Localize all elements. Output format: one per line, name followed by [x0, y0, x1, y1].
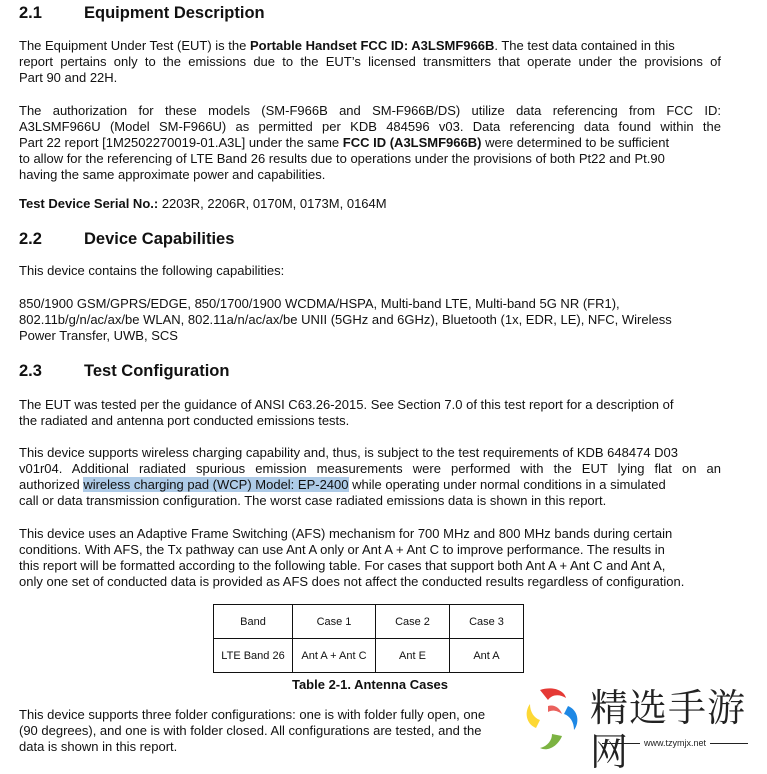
watermark-text: 精选手游网	[590, 686, 747, 774]
paragraph-line: 802.11b/g/n/ac/ax/be WLAN, 802.11a/n/ac/ax/be UNII (5GHz and 6GHz), Bluetooth (1x, EDR, LE), NFC, Wireless	[19, 312, 672, 327]
serial-value: 2203R, 2206R, 0170M, 0173M, 0164M	[158, 196, 387, 211]
paragraph-line	[19, 477, 721, 493]
watermark-url: www.tzymjx.net	[590, 738, 760, 748]
table-header-cell: Case 3	[450, 605, 524, 639]
paragraph-line: Power Transfer, UWB, SCS	[19, 328, 178, 343]
table-header-row	[214, 605, 524, 639]
table-header-cell: Case 2	[376, 605, 450, 639]
fcc-id-bold: Portable Handset FCC ID: A3LSMF966B	[249, 38, 495, 53]
table-header-cell: Band	[214, 605, 293, 639]
paragraph-line: to allow for the referencing of LTE Band 26 results due to operations under the provisions of both Pt22 and Pt.90	[19, 151, 665, 166]
paragraph-line: v01r04. Additional radiated spurious emission measurements were performed with the EUT lying flat on an	[19, 461, 721, 476]
highlighted-text: wireless charging pad (WCP) Model: EP-2400	[83, 477, 349, 492]
fcc-id-bold: FCC ID (A3LSMF966B)	[342, 135, 482, 150]
paragraph-line: Part 90 and 22H.	[19, 70, 118, 85]
serial-line	[19, 196, 721, 212]
table-cell: Ant A	[450, 639, 524, 673]
text: authorized	[19, 477, 84, 492]
section-number: 2.3	[19, 362, 42, 380]
table-caption: Table 2-1. Antenna Cases	[291, 677, 449, 692]
section-heading-2-2	[19, 229, 234, 249]
table-cell: Ant E	[376, 639, 450, 673]
paragraph-line: data is shown in this report.	[19, 739, 178, 754]
section-number: 2.2	[19, 230, 42, 248]
section-title: Test Configuration	[84, 362, 230, 380]
paragraph-line: This device uses an Adaptive Frame Switching (AFS) mechanism for 700 MHz and 800 MHz bands during certain	[19, 526, 673, 541]
table-header-cell: Case 1	[293, 605, 376, 639]
paragraph-line: report pertains only to the emissions due to the EUT’s licensed transmitters that operate under the provisions of	[19, 54, 721, 69]
table-cell: LTE Band 26	[214, 639, 293, 673]
section-title: Equipment Description	[84, 4, 265, 22]
section-heading-2-3	[19, 361, 229, 381]
text: while operating under normal conditions in a simulated	[348, 477, 666, 492]
paragraph-line: (90 degrees), and one is with folder closed. All configurations are tested, and the	[19, 723, 482, 738]
text: Part 22 report [1M2502270019-01.A3L] under the same	[19, 135, 343, 150]
paragraph-line: only one set of conducted data is provided as AFS does not affect the conducted results regardless of configuration.	[19, 574, 685, 589]
text: were determined to be sufficient	[481, 135, 670, 150]
paragraph-line: The authorization for these models (SM-F966B and SM-F966B/DS) utilize data referencing from FCC ID:	[19, 103, 721, 118]
section-title: Device Capabilities	[84, 230, 235, 248]
text: . The test data contained in this	[494, 38, 675, 53]
paragraph-line	[19, 38, 721, 54]
paragraph-line: conditions. With AFS, the Tx pathway can use Ant A only or Ant A + Ant C to improve performance. The results in	[19, 542, 665, 557]
text: The Equipment Under Test (EUT) is the	[19, 38, 250, 53]
table-cell: Ant A + Ant C	[293, 639, 376, 673]
paragraph-line: The EUT was tested per the guidance of ANSI C63.26-2015. See Section 7.0 of this test report for a description of	[19, 397, 674, 412]
paragraph-line: This device supports wireless charging capability and, thus, is subject to the test requirements of KDB 648474 D03	[19, 445, 679, 460]
paragraph-line: having the same approximate power and capabilities.	[19, 167, 326, 182]
paragraph-line	[19, 135, 721, 151]
paragraph-line: This device contains the following capabilities:	[19, 263, 285, 278]
serial-label: Test Device Serial No.:	[19, 196, 159, 211]
paragraph-line: A3LSMF966U (Model SM-F966U) as permitted per KDB 484596 v03. Data referencing data found within the	[19, 119, 721, 134]
paragraph-line: this report will be formatted according to the following table. For cases that support both Ant A + Ant C and Ant A,	[19, 558, 666, 573]
pinwheel-icon	[522, 684, 586, 756]
paragraph-line: This device supports three folder configurations: one is with folder fully open, one	[19, 707, 486, 722]
antenna-cases-table	[213, 604, 524, 673]
paragraph-line: the radiated and antenna port conducted emissions tests.	[19, 413, 350, 428]
watermark-logo	[522, 684, 767, 774]
table-row	[214, 639, 524, 673]
section-heading-2-1	[19, 3, 265, 23]
paragraph-line: 850/1900 GSM/GPRS/EDGE, 850/1700/1900 WCDMA/HSPA, Multi-band LTE, Multi-band 5G NR (FR1),	[19, 296, 620, 311]
section-number: 2.1	[19, 4, 42, 22]
paragraph-line: call or data transmission configuration. The worst case radiated emissions data is shown in this report.	[19, 493, 607, 508]
